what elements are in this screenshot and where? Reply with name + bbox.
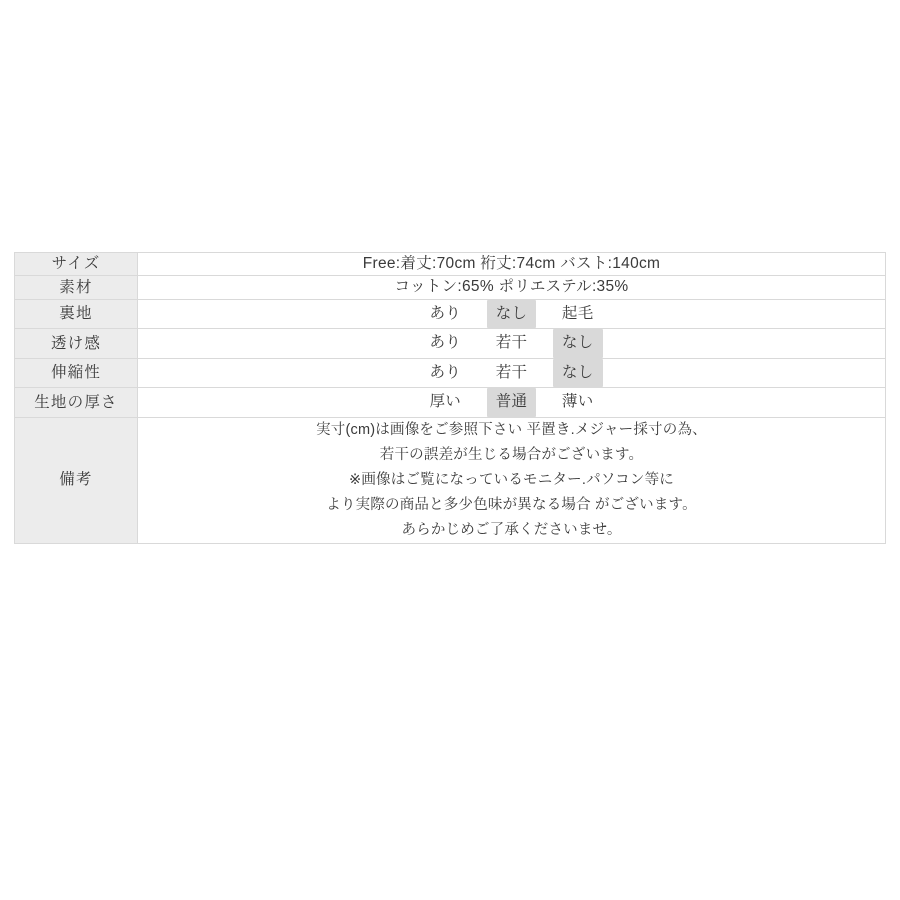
remarks-line-2: ※画像はご覧になっているモニター.パソコン等に [349, 471, 674, 488]
row-value-lining [138, 299, 886, 328]
row-label-remarks: 備考 [15, 417, 138, 543]
option-group-lining [414, 300, 608, 328]
row-label-lining: 裏地 [15, 299, 138, 328]
row-label-material: 素材 [15, 276, 138, 299]
row-value-material: コットン:65% ポリエステル:35% [138, 276, 886, 299]
option-stretch-1[interactable]: 若干 [495, 363, 528, 381]
row-label-size: サイズ [15, 253, 138, 276]
option-group-sheerness [414, 329, 608, 357]
remarks-line-1: 若干の誤差が生じる場合がございます。 [379, 446, 644, 463]
option-group-thickness [414, 388, 608, 416]
option-group-stretch [414, 359, 608, 387]
row-value-thickness [138, 388, 886, 417]
option-sheerness-2[interactable]: なし [553, 329, 603, 357]
row-label-thickness: 生地の厚さ [15, 388, 138, 417]
remarks-line-4: あらかじめご了承くださいませ。 [401, 521, 622, 538]
option-sheerness-1[interactable]: 若干 [495, 334, 528, 352]
table-row [15, 276, 886, 299]
table-row [15, 299, 886, 328]
row-value-remarks [138, 417, 886, 543]
option-stretch-0[interactable]: あり [429, 363, 462, 381]
option-sheerness-0[interactable]: あり [429, 334, 462, 352]
spec-table-body [15, 253, 886, 544]
remarks-line-3: より実際の商品と多少色味が異なる場合 がございます。 [326, 496, 697, 513]
row-label-stretch: 伸縮性 [15, 358, 138, 387]
table-row [15, 253, 886, 276]
remarks-line-0: 実寸(cm)は画像をご参照下さい 平置き.メジャー採寸の為、 [316, 421, 707, 438]
row-label-sheerness: 透け感 [15, 329, 138, 358]
option-thickness-1[interactable]: 普通 [487, 388, 537, 416]
option-lining-0[interactable]: あり [429, 304, 462, 322]
spec-table [14, 252, 886, 544]
option-thickness-0[interactable]: 厚い [429, 393, 462, 411]
table-row [15, 417, 886, 543]
option-lining-1[interactable]: なし [487, 300, 537, 328]
option-thickness-2[interactable]: 薄い [561, 393, 594, 411]
row-value-size: Free:着丈:70cm 裄丈:74cm バスト:140cm [138, 253, 886, 276]
option-lining-2[interactable]: 起毛 [561, 304, 594, 322]
table-row [15, 329, 886, 358]
table-row [15, 388, 886, 417]
row-value-sheerness [138, 329, 886, 358]
row-value-stretch [138, 358, 886, 387]
option-stretch-2[interactable]: なし [553, 359, 603, 387]
table-row [15, 358, 886, 387]
spec-table-container [14, 252, 886, 544]
